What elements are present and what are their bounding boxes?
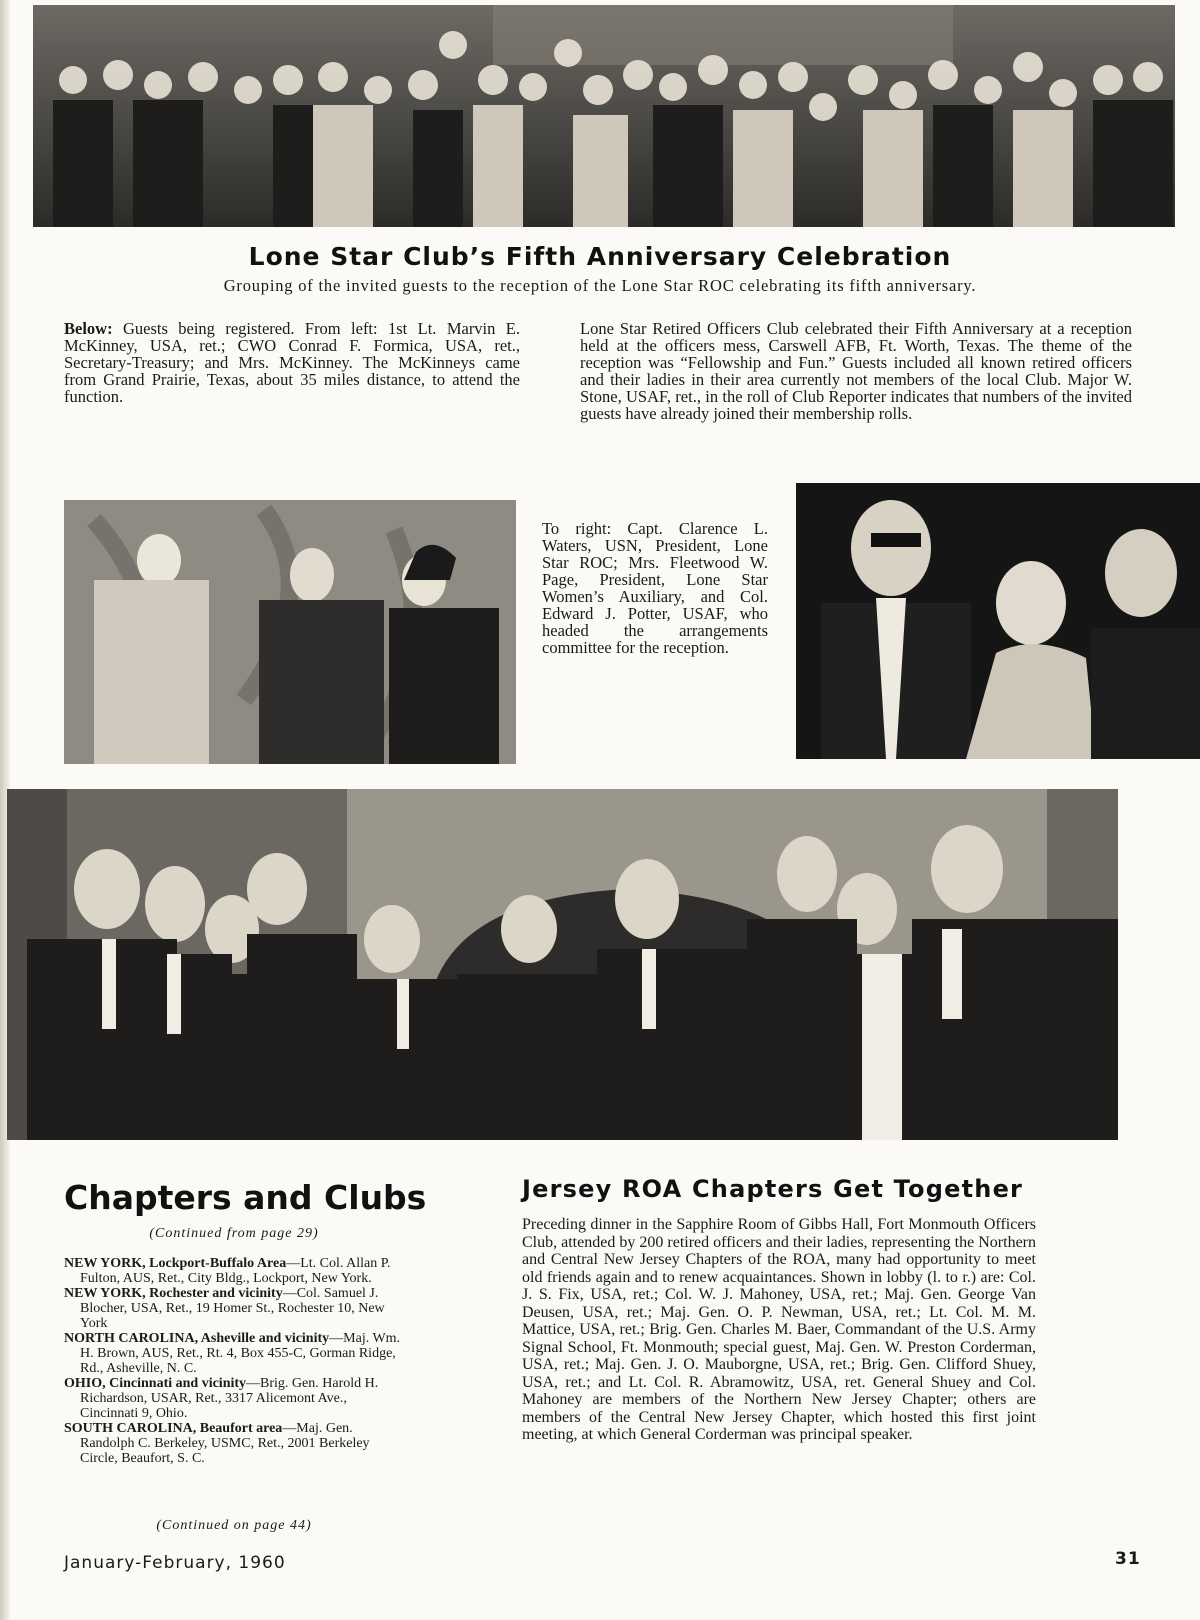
list-item: OHIO, Cincinnati and vicinity—Brig. Gen. Harold H. Richardson, USAR, Ret., 3317 Alicemont Ave., Cincinnati 9, Ohio. [64, 1376, 379, 1421]
list-item: NEW YORK, Rochester and vicinity—Col. Samuel J. Blocher, USA, Ret., 19 Homer St., Rochester 10, New York [64, 1286, 385, 1331]
group-photo [33, 5, 1175, 227]
jersey-article: Preceding dinner in the Sapphire Room of Gibbs Hall, Fort Monmouth Officers Club, attended by 200 retired officers and their ladies, representing the Northern and Central New Jersey Chapters of the ROA, many had opportunity to meet old friends again and to renew acquaintances. Shown in lobby (l. to r.) are: Col. J. S. Fix, USA, ret.; Col. W. J. Mahoney, USA, ret.; Maj. Gen. George Van Deusen, USA, ret.; Maj. Gen. O. P. Newman, USA, ret.; Lt. Col. M. M. Mattice, USA, ret.; Brig. Gen. Charles M. Baer, Commandant of the U.S. Army Signal School, Ft. Monmouth; special guest, Maj. Gen. W. Preston Corderman, USA, ret.; Maj. Gen. J. O. Mauborgne, USA, ret.; Brig. Gen. Clifford Shuey, USA, ret.; and Lt. Col. R. Abramowitz, USA, ret. General Shuey and Col. Mahoney are members of the Northern New Jersey Chapter; others are members of the Central New Jersey Chapter, which hosted this first joint meeting, at which General Corderman was principal speaker. [522, 1216, 1036, 1443]
jersey-title: Jersey ROA Chapters Get Together [522, 1175, 1024, 1203]
to-right-caption: To right: Capt. Clarence L. Waters, USN, President, Lone Star ROC; Mrs. Fleetwood W. Page, President, Lone Star Women’s Auxiliary, and Col. Edward J. Potter, USAF, who headed the arrangements committee for the reception. [542, 519, 768, 657]
list-item: NEW YORK, Lockport-Buffalo Area—Lt. Col. Allan P. Fulton, AUS, Ret., City Bldg., Lockport, New York. [64, 1256, 391, 1286]
below-label: Below: [64, 319, 113, 338]
registration-photo [64, 500, 516, 764]
continued-on: (Continued on page 44) [156, 1518, 312, 1533]
issue-date: January-February, 1960 [64, 1553, 286, 1573]
lone-star-subtitle: Grouping of the invited guests to the reception of the Lone Star ROC celebrating its fifth anniversary. [223, 276, 977, 295]
list-item: NORTH CAROLINA, Asheville and vicinity—Maj. Wm. H. Brown, AUS, Ret., Rt. 4, Box 455-C, Gorman Ridge, Rd., Asheville, N. C. [64, 1331, 401, 1376]
chapters-title: Chapters and Clubs [64, 1178, 427, 1217]
officers-photo [796, 483, 1200, 759]
list-item: SOUTH CAROLINA, Beaufort area—Maj. Gen. Randolph C. Berkeley, USMC, Ret., 2001 Berkeley Circle, Beaufort, S. C. [64, 1421, 370, 1466]
lone-star-article: Lone Star Retired Officers Club celebrated their Fifth Anniversary at a reception held at the officers mess, Carswell AFB, Ft. Worth, Texas. The theme of the reception was “Fellowship and Fun.” Guests included all known retired officers and their ladies in their area currently not members of the local Club. Major W. Stone, USAF, ret., in the roll of Club Reporter indicates that numbers of the invited guests have already joined their membership rolls. [580, 319, 1132, 423]
lone-star-title: Lone Star Club’s Fifth Anniversary Celebration [248, 242, 952, 271]
chapters-list [64, 1256, 404, 1466]
jersey-group-photo [7, 789, 1118, 1140]
below-text: Guests being registered. From left: 1st Lt. Marvin E. McKinney, USA, ret.; CWO Conrad F. Formica, USA, ret., Secretary-Treasury; and Mrs. McKinney. The McKinneys came from Grand Prairie, Texas, about 35 miles distance, to attend the function. [64, 319, 520, 406]
page-number: 31 [1115, 1549, 1141, 1569]
below-caption [64, 320, 520, 405]
continued-from: (Continued from page 29) [149, 1226, 319, 1241]
